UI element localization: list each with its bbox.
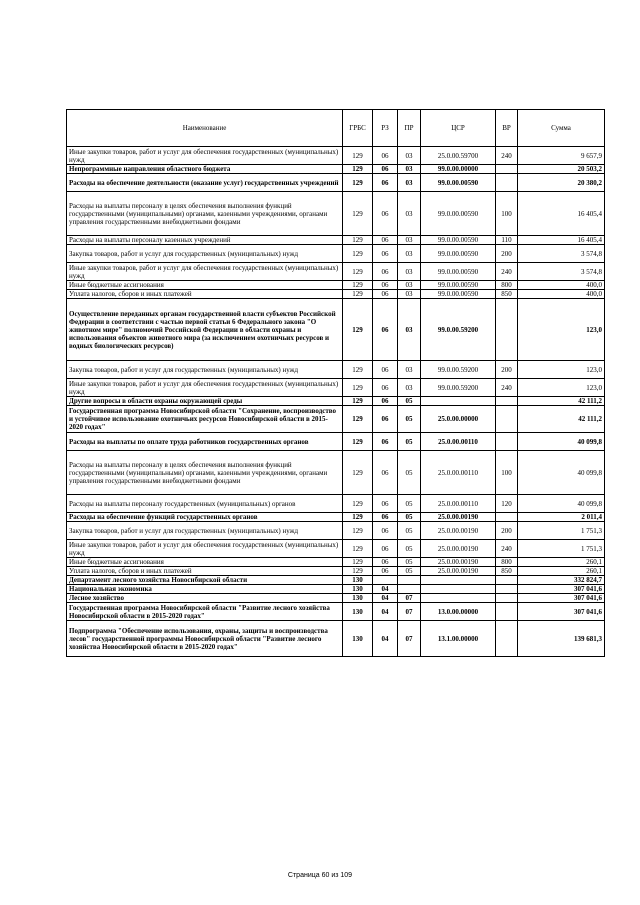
cell-sum: 1 751,3: [518, 522, 605, 540]
cell-grbs: 129: [343, 290, 373, 299]
cell-sum: 123,0: [518, 299, 605, 361]
table-row: [67, 174, 605, 192]
cell-rz: 06: [373, 361, 398, 379]
cell-rz: 06: [373, 495, 398, 513]
cell-sum: 20 380,2: [518, 174, 605, 192]
table-row: [67, 621, 605, 657]
cell-pr: 07: [398, 603, 421, 621]
cell-sum: 42 111,2: [518, 397, 605, 406]
table-row: [67, 397, 605, 406]
table-row: [67, 495, 605, 513]
table-row: [67, 147, 605, 165]
cell-vr: [496, 299, 518, 361]
cell-vr: [496, 165, 518, 174]
table-row: [67, 290, 605, 299]
cell-pr: 05: [398, 567, 421, 576]
cell-csr: 13.0.00.00000: [421, 603, 496, 621]
cell-name: Иные закупки товаров, работ и услуг для обеспечения государственных (муниципальных) нужд: [67, 263, 343, 281]
cell-pr: [398, 576, 421, 585]
cell-sum: 40 099,8: [518, 451, 605, 495]
cell-vr: 240: [496, 540, 518, 558]
table-row: [67, 379, 605, 397]
cell-csr: 25.0.00.59700: [421, 147, 496, 165]
cell-name: Иные закупки товаров, работ и услуг для обеспечения государственных (муниципальных) нужд: [67, 540, 343, 558]
cell-rz: 04: [373, 603, 398, 621]
cell-sum: 260,1: [518, 567, 605, 576]
cell-name: Государственная программа Новосибирской области "Сохранение, воспроизводство и устойчивое использование охотничьих ресурсов Новосибирской области в 2015-2020 годах": [67, 406, 343, 433]
cell-pr: 07: [398, 621, 421, 657]
table-row: [67, 165, 605, 174]
cell-pr: 03: [398, 290, 421, 299]
cell-vr: 800: [496, 281, 518, 290]
table-row: [67, 361, 605, 379]
cell-name: Осуществление переданных органам государственной власти субъектов Российской Федерации в соответствии с частью первой статьи 6 Федерального закона "О животном мире" полномочий Российской Федерации в области охраны и использования объектов животного мира (за исключением охотничьих ресурсов и водных биологических ресурсов): [67, 299, 343, 361]
cell-csr: 99.0.00.00590: [421, 263, 496, 281]
cell-grbs: 129: [343, 165, 373, 174]
cell-pr: 05: [398, 513, 421, 522]
cell-sum: 2 011,4: [518, 513, 605, 522]
header-csr: ЦСР: [421, 110, 496, 147]
cell-grbs: 129: [343, 451, 373, 495]
cell-rz: 06: [373, 165, 398, 174]
table-row: [67, 567, 605, 576]
cell-csr: 25.0.00.00000: [421, 406, 496, 433]
cell-name: Расходы на выплаты персоналу в целях обеспечения выполнения функций государственными (муниципальными) органами, казенными учреждениями, органами управления государственными внебюджетными фондами: [67, 192, 343, 236]
cell-grbs: 129: [343, 379, 373, 397]
cell-csr: [421, 576, 496, 585]
cell-name: Иные закупки товаров, работ и услуг для обеспечения государственных (муниципальных) нужд: [67, 379, 343, 397]
cell-pr: 05: [398, 540, 421, 558]
cell-rz: 06: [373, 281, 398, 290]
cell-name: Закупка товаров, работ и услуг для государственных (муниципальных) нужд: [67, 522, 343, 540]
cell-pr: 03: [398, 165, 421, 174]
cell-rz: 06: [373, 192, 398, 236]
cell-rz: 06: [373, 290, 398, 299]
cell-grbs: 129: [343, 495, 373, 513]
cell-sum: 123,0: [518, 379, 605, 397]
cell-csr: 13.1.00.00000: [421, 621, 496, 657]
cell-pr: 05: [398, 495, 421, 513]
table-row: [67, 299, 605, 361]
table-row: [67, 236, 605, 245]
table-row: [67, 576, 605, 585]
cell-csr: 99.0.00.00590: [421, 174, 496, 192]
cell-csr: 99.0.00.00590: [421, 281, 496, 290]
cell-rz: 04: [373, 621, 398, 657]
page-number: Страница 60 из 109: [287, 872, 353, 879]
cell-vr: 120: [496, 495, 518, 513]
cell-pr: 03: [398, 245, 421, 263]
cell-sum: 139 681,3: [518, 621, 605, 657]
cell-pr: 05: [398, 397, 421, 406]
cell-vr: 240: [496, 379, 518, 397]
cell-vr: [496, 433, 518, 451]
cell-sum: 16 405,4: [518, 236, 605, 245]
cell-vr: [496, 594, 518, 603]
cell-sum: 332 824,7: [518, 576, 605, 585]
cell-grbs: 129: [343, 236, 373, 245]
cell-csr: 99.0.00.00590: [421, 192, 496, 236]
cell-name: Департамент лесного хозяйства Новосибирской области: [67, 576, 343, 585]
cell-sum: 42 111,2: [518, 406, 605, 433]
cell-name: Иные бюджетные ассигнования: [67, 281, 343, 290]
cell-name: Расходы на обеспечение функций государственных органов: [67, 513, 343, 522]
cell-pr: 03: [398, 299, 421, 361]
cell-vr: [496, 621, 518, 657]
cell-sum: 40 099,8: [518, 495, 605, 513]
cell-vr: [496, 513, 518, 522]
cell-rz: 06: [373, 567, 398, 576]
cell-grbs: 130: [343, 621, 373, 657]
cell-pr: 03: [398, 192, 421, 236]
cell-vr: 100: [496, 451, 518, 495]
cell-csr: 99.0.00.00590: [421, 245, 496, 263]
cell-grbs: 129: [343, 540, 373, 558]
cell-name: Уплата налогов, сборов и иных платежей: [67, 567, 343, 576]
cell-vr: [496, 603, 518, 621]
cell-grbs: 129: [343, 397, 373, 406]
header-sum: Сумма: [518, 110, 605, 147]
cell-csr: 25.0.00.00110: [421, 433, 496, 451]
cell-name: Подпрограмма "Обеспечение использования, охраны, защиты и воспроизводства лесов" государственной программы Новосибирской области "Развитие лесного хозяйства Новосибирской области в 2015-2020 годах": [67, 621, 343, 657]
cell-sum: 3 574,8: [518, 245, 605, 263]
cell-grbs: 129: [343, 147, 373, 165]
cell-rz: 06: [373, 406, 398, 433]
cell-pr: 05: [398, 451, 421, 495]
cell-rz: 06: [373, 513, 398, 522]
table-row: [67, 540, 605, 558]
cell-sum: 123,0: [518, 361, 605, 379]
cell-rz: 06: [373, 299, 398, 361]
cell-sum: 1 751,3: [518, 540, 605, 558]
cell-vr: [496, 397, 518, 406]
header-grbs: ГРБС: [343, 110, 373, 147]
cell-name: Расходы на выплаты персоналу государственных (муниципальных) органов: [67, 495, 343, 513]
cell-vr: [496, 174, 518, 192]
cell-vr: 100: [496, 192, 518, 236]
cell-pr: [398, 585, 421, 594]
table-header-row: [67, 110, 605, 147]
cell-vr: 200: [496, 522, 518, 540]
cell-pr: 03: [398, 147, 421, 165]
cell-name: Закупка товаров, работ и услуг для государственных (муниципальных) нужд: [67, 245, 343, 263]
cell-vr: 200: [496, 361, 518, 379]
cell-name: Непрограммные направления областного бюджета: [67, 165, 343, 174]
cell-rz: 04: [373, 585, 398, 594]
cell-sum: 400,0: [518, 290, 605, 299]
cell-csr: 25.0.00.00190: [421, 567, 496, 576]
table-row: [67, 263, 605, 281]
cell-csr: [421, 594, 496, 603]
cell-vr: 850: [496, 567, 518, 576]
cell-csr: 25.0.00.00190: [421, 558, 496, 567]
cell-rz: 06: [373, 397, 398, 406]
header-vr: ВР: [496, 110, 518, 147]
budget-table: [66, 109, 605, 657]
cell-sum: 260,1: [518, 558, 605, 567]
table-row: [67, 433, 605, 451]
cell-name: Расходы на выплаты персоналу казенных учреждений: [67, 236, 343, 245]
cell-name: Другие вопросы в области охраны окружающей среды: [67, 397, 343, 406]
cell-csr: 25.0.00.00110: [421, 451, 496, 495]
cell-pr: 03: [398, 236, 421, 245]
cell-csr: 25.0.00.00190: [421, 540, 496, 558]
cell-grbs: 129: [343, 513, 373, 522]
cell-sum: 20 503,2: [518, 165, 605, 174]
cell-sum: 400,0: [518, 281, 605, 290]
cell-pr: 03: [398, 379, 421, 397]
cell-sum: 40 099,8: [518, 433, 605, 451]
cell-vr: [496, 406, 518, 433]
cell-name: Государственная программа Новосибирской области "Развитие лесного хозяйства Новосибирской области в 2015-2020 годах": [67, 603, 343, 621]
cell-csr: 25.0.00.00190: [421, 522, 496, 540]
cell-grbs: 129: [343, 245, 373, 263]
cell-name: Закупка товаров, работ и услуг для государственных (муниципальных) нужд: [67, 361, 343, 379]
cell-csr: 99.0.00.59200: [421, 361, 496, 379]
cell-grbs: 129: [343, 299, 373, 361]
cell-csr: 99.0.00.00000: [421, 165, 496, 174]
cell-grbs: 130: [343, 576, 373, 585]
cell-vr: 850: [496, 290, 518, 299]
cell-pr: 05: [398, 558, 421, 567]
cell-pr: 05: [398, 406, 421, 433]
cell-pr: 05: [398, 522, 421, 540]
cell-name: Расходы на обеспечение деятельности (оказание услуг) государственных учреждений: [67, 174, 343, 192]
cell-name: Расходы на выплаты по оплате труда работников государственных органов: [67, 433, 343, 451]
cell-rz: 06: [373, 379, 398, 397]
cell-csr: [421, 585, 496, 594]
table-body: [67, 147, 605, 657]
cell-sum: 307 041,6: [518, 594, 605, 603]
header-pr: ПР: [398, 110, 421, 147]
cell-csr: 25.0.00.00110: [421, 495, 496, 513]
cell-name: Лесное хозяйство: [67, 594, 343, 603]
cell-grbs: 130: [343, 603, 373, 621]
table-row: [67, 585, 605, 594]
cell-name: Иные бюджетные ассигнования: [67, 558, 343, 567]
cell-csr: [421, 397, 496, 406]
cell-csr: 25.0.00.00190: [421, 513, 496, 522]
cell-grbs: 129: [343, 281, 373, 290]
cell-rz: 06: [373, 147, 398, 165]
header-rz: РЗ: [373, 110, 398, 147]
cell-rz: 06: [373, 522, 398, 540]
header-name: Наименование: [67, 110, 343, 147]
cell-rz: 06: [373, 174, 398, 192]
cell-rz: 04: [373, 594, 398, 603]
cell-vr: 800: [496, 558, 518, 567]
cell-pr: 03: [398, 263, 421, 281]
cell-rz: 06: [373, 263, 398, 281]
cell-grbs: 130: [343, 585, 373, 594]
table-row: [67, 558, 605, 567]
cell-vr: 200: [496, 245, 518, 263]
cell-grbs: 129: [343, 263, 373, 281]
cell-sum: 16 405,4: [518, 192, 605, 236]
cell-name: Национальная экономика: [67, 585, 343, 594]
cell-grbs: 129: [343, 567, 373, 576]
cell-name: Расходы на выплаты персоналу в целях обеспечения выполнения функций государственными (муниципальными) органами, казенными учреждениями, органами управления государственными внебюджетными фондами: [67, 451, 343, 495]
cell-grbs: 129: [343, 192, 373, 236]
cell-name: Уплата налогов, сборов и иных платежей: [67, 290, 343, 299]
cell-csr: 99.0.00.00590: [421, 290, 496, 299]
cell-grbs: 129: [343, 406, 373, 433]
cell-sum: 9 657,9: [518, 147, 605, 165]
cell-grbs: 129: [343, 558, 373, 567]
table-row: [67, 245, 605, 263]
table-row: [67, 281, 605, 290]
table-row: [67, 451, 605, 495]
cell-csr: 99.0.00.59200: [421, 299, 496, 361]
table-row: [67, 192, 605, 236]
cell-sum: 307 041,6: [518, 603, 605, 621]
cell-csr: 99.0.00.00590: [421, 236, 496, 245]
cell-rz: 06: [373, 451, 398, 495]
table-row: [67, 603, 605, 621]
cell-pr: 03: [398, 361, 421, 379]
cell-vr: 110: [496, 236, 518, 245]
cell-pr: 03: [398, 281, 421, 290]
cell-sum: 3 574,8: [518, 263, 605, 281]
cell-rz: 06: [373, 236, 398, 245]
cell-grbs: 129: [343, 433, 373, 451]
table-row: [67, 522, 605, 540]
cell-rz: 06: [373, 245, 398, 263]
cell-name: Иные закупки товаров, работ и услуг для обеспечения государственных (муниципальных) нужд: [67, 147, 343, 165]
cell-vr: [496, 576, 518, 585]
cell-rz: 06: [373, 540, 398, 558]
cell-grbs: 129: [343, 522, 373, 540]
cell-grbs: 129: [343, 361, 373, 379]
cell-vr: 240: [496, 147, 518, 165]
cell-grbs: 130: [343, 594, 373, 603]
cell-pr: 03: [398, 174, 421, 192]
cell-rz: 06: [373, 558, 398, 567]
cell-grbs: 129: [343, 174, 373, 192]
cell-rz: [373, 576, 398, 585]
cell-pr: 05: [398, 433, 421, 451]
table-row: [67, 594, 605, 603]
table-row: [67, 513, 605, 522]
cell-sum: 307 041,6: [518, 585, 605, 594]
cell-pr: 07: [398, 594, 421, 603]
cell-vr: 240: [496, 263, 518, 281]
table-row: [67, 406, 605, 433]
cell-csr: 99.0.00.59200: [421, 379, 496, 397]
cell-vr: [496, 585, 518, 594]
cell-rz: 06: [373, 433, 398, 451]
